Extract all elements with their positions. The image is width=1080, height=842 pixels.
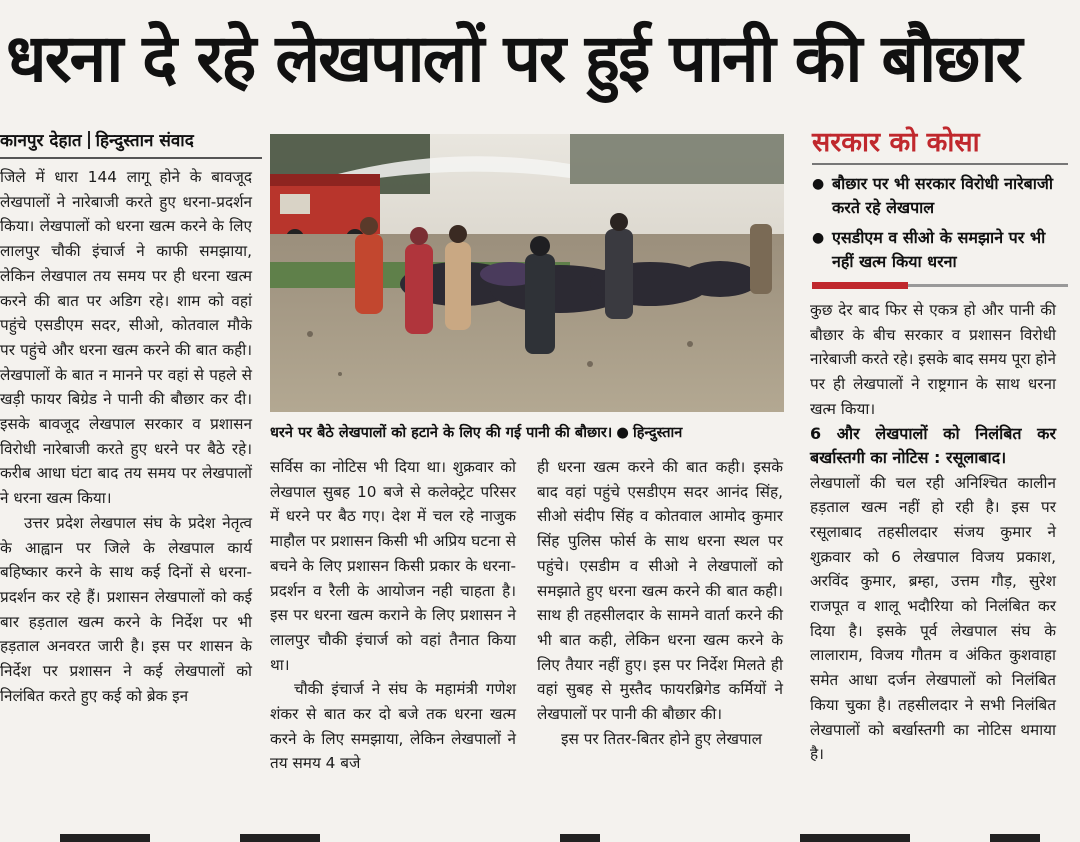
byline-source: हिन्दुस्तान संवाद — [95, 131, 194, 151]
sidebar-title: सरकार को कोसा — [812, 127, 980, 158]
next-headline-fragment — [0, 826, 1080, 842]
credit-bullet: ● — [616, 425, 629, 441]
photo-caption — [270, 422, 784, 442]
paragraph: सर्विस का नोटिस भी दिया था। शुक्रवार को लेखपाल सुबह 10 बजे से कलेक्ट्रेट परिसर में धरने पर बैठ गए। देश में चल रहे नाजुक माहौल पर प्रशासन किसी भी अप्रिय घटना से बचने के लिए प्रशासन किसी प्रकार के धरना-प्रदर्शन व रैली के आयोजन नही चाहता है। इस पर धरना खत्म कराने के लिए प्रशासन ने लालपुर चौकी इंचार्ज को वहां तैनात किया था। — [270, 458, 516, 674]
paragraph: जिले में धारा 144 लागू होने के बावजूद लेखपालों ने नारेबाजी करते हुए धरना-प्रदर्शन किया। लेखपालों को धरना खत्म करने के लिए लालपुर चौकी इंचार्ज ने काफी समझाया, लेकिन लेखपाल तय समय पर ही धरना खत्म करने की बात पर अडिग रहे। शाम को वहां पहुंचे एसडीएम सदर, सीओ, कोतवाल मौके पर पहुंचे और धरना खत्म करने की बात कही। लेखपालों के बात न मानने पर वहां से पहले से खड़ी फायर बिग्रेड ने पानी की बौछार कर दी। इसके बावजूद लेखपाल सरकार व प्रशासन विरोधी नारेबाजी करते हुए धरने पर बैठे रहे। करीब आधा घंटा बाद तय समय पर लेखपालों ने धरना खत्म किया। — [0, 168, 252, 508]
paragraph: उत्तर प्रदेश लेखपाल संघ के प्रदेश नेतृत्व के आह्वान पर जिले के लेखपाल कार्य बहिष्कार करने के साथ कई दिनों से धरना-प्रदर्शन कर रहे हैं। प्रशासन लेखपालों को कई बार हड़ताल खत्म करने के निर्देश पर भी हड़ताल अनवरत जारी है। इस पर शासन के निर्देश पर प्रशासन ने कई लेखपालों को निलंबित करते हुए कई को ब्रेक इन — [0, 513, 252, 705]
byline-place: कानपुर देहात — [0, 131, 82, 151]
subheading: 6 और लेखपालों को निलंबित कर बर्खास्तगी का नोटिस : रसूलाबाद। — [810, 423, 1056, 468]
cropped-headline-glyphs — [0, 826, 1080, 842]
paragraph: इस पर तितर-बितर होने हुए लेखपाल — [561, 729, 763, 748]
sidebar-bullets — [812, 172, 1068, 280]
paragraph: ही धरना खत्म करने की बात कही। इसके बाद वहां पहुंचे एसडीएम सदर आनंद सिंह, सीओ संदीप सिंह व कोतवाल आमोद कुमार सिंह पुलिस फोर्स के साथ धरना स्थल पर पहुंचे। एसडीम व सीओ ने लेखपालों को समझाते हुए धरना खत्म करने की बात कही। साथ ही तहसीलदार के सामने वार्ता करने की भी बात कही, लेकिन धरना खत्म करने के लिए तैयार नहीं हुए। इस पर निर्देश मिलते ही वहां सुबह से मुस्तैद फायरब्रिगेड कर्मियों ने लेखपालों पर पानी की बौछार की। — [537, 458, 783, 724]
sidebar-rule — [812, 163, 1068, 165]
paragraph: चौकी इंचार्ज ने संघ के महामंत्री गणेश शंकर से बात कर दो बजे तक धरना खत्म करने के लिए समझाया, लेकिन लेखपालों ने तय समय 4 बजे — [270, 680, 516, 773]
paragraph: लेखपालों की चल रही अनिश्चित कालीन हड़ताल खत्म नहीं हो रही है। इस पर रसूलाबाद तहसीलदार संजय कुमार ने शुक्रवार को 6 लेखपाल विजय प्रकाश, अरविंद कुमार, ब्रम्हा, उत्तम गौड़, सुरेश राजपूत व शालू भदौरिया को निलंबित कर दिया है। इसके पूर्व लेखपाल संघ के लालाराम, विजय गौतम व अंकित कुशवाहा समेत आधा दर्जन लेखपालों को निलंबित किया चुका है। तहसीलदार ने सभी निलंबित लेखपालों को बर्खास्तगी का नोटिस थमाया है। — [810, 473, 1056, 764]
sidebar-accent-bar — [812, 282, 908, 289]
paragraph: कुछ देर बाद फिर से एकत्र हो और पानी की बौछार के बीच सरकार व प्रशासन विरोधी नारेबाजी करते रहे। इसके बाद समय पूरा होने पर ही लेखपालों ने राष्ट्रगान के साथ धरना खत्म किया। — [810, 301, 1056, 418]
sidebar-divider — [908, 284, 1068, 287]
news-photo — [270, 134, 784, 412]
byline-rule — [0, 157, 262, 159]
sidebar-bullet: ● एसडीएम व सीओ के समझाने पर भी नहीं खत्म किया धरना — [812, 226, 1068, 274]
sidebar-bullet: ● बौछार पर भी सरकार विरोधी नारेबाजी करते रहे लेखपाल — [812, 172, 1068, 220]
byline — [0, 128, 262, 151]
photo-credit: हिन्दुस्तान — [632, 425, 683, 441]
byline-separator — [88, 131, 90, 149]
article-column-1 — [0, 165, 252, 708]
headline: धरना दे रहे लेखपालों पर हुई पानी की बौछार — [6, 20, 1021, 97]
article-column-3 — [537, 455, 783, 751]
protest-water-cannon-photo — [270, 134, 784, 412]
article-column-2 — [270, 455, 516, 776]
caption-text: धरने पर बैठे लेखपालों को हटाने के लिए की गई पानी की बौछार। — [270, 425, 613, 441]
article-column-4 — [810, 298, 1056, 767]
